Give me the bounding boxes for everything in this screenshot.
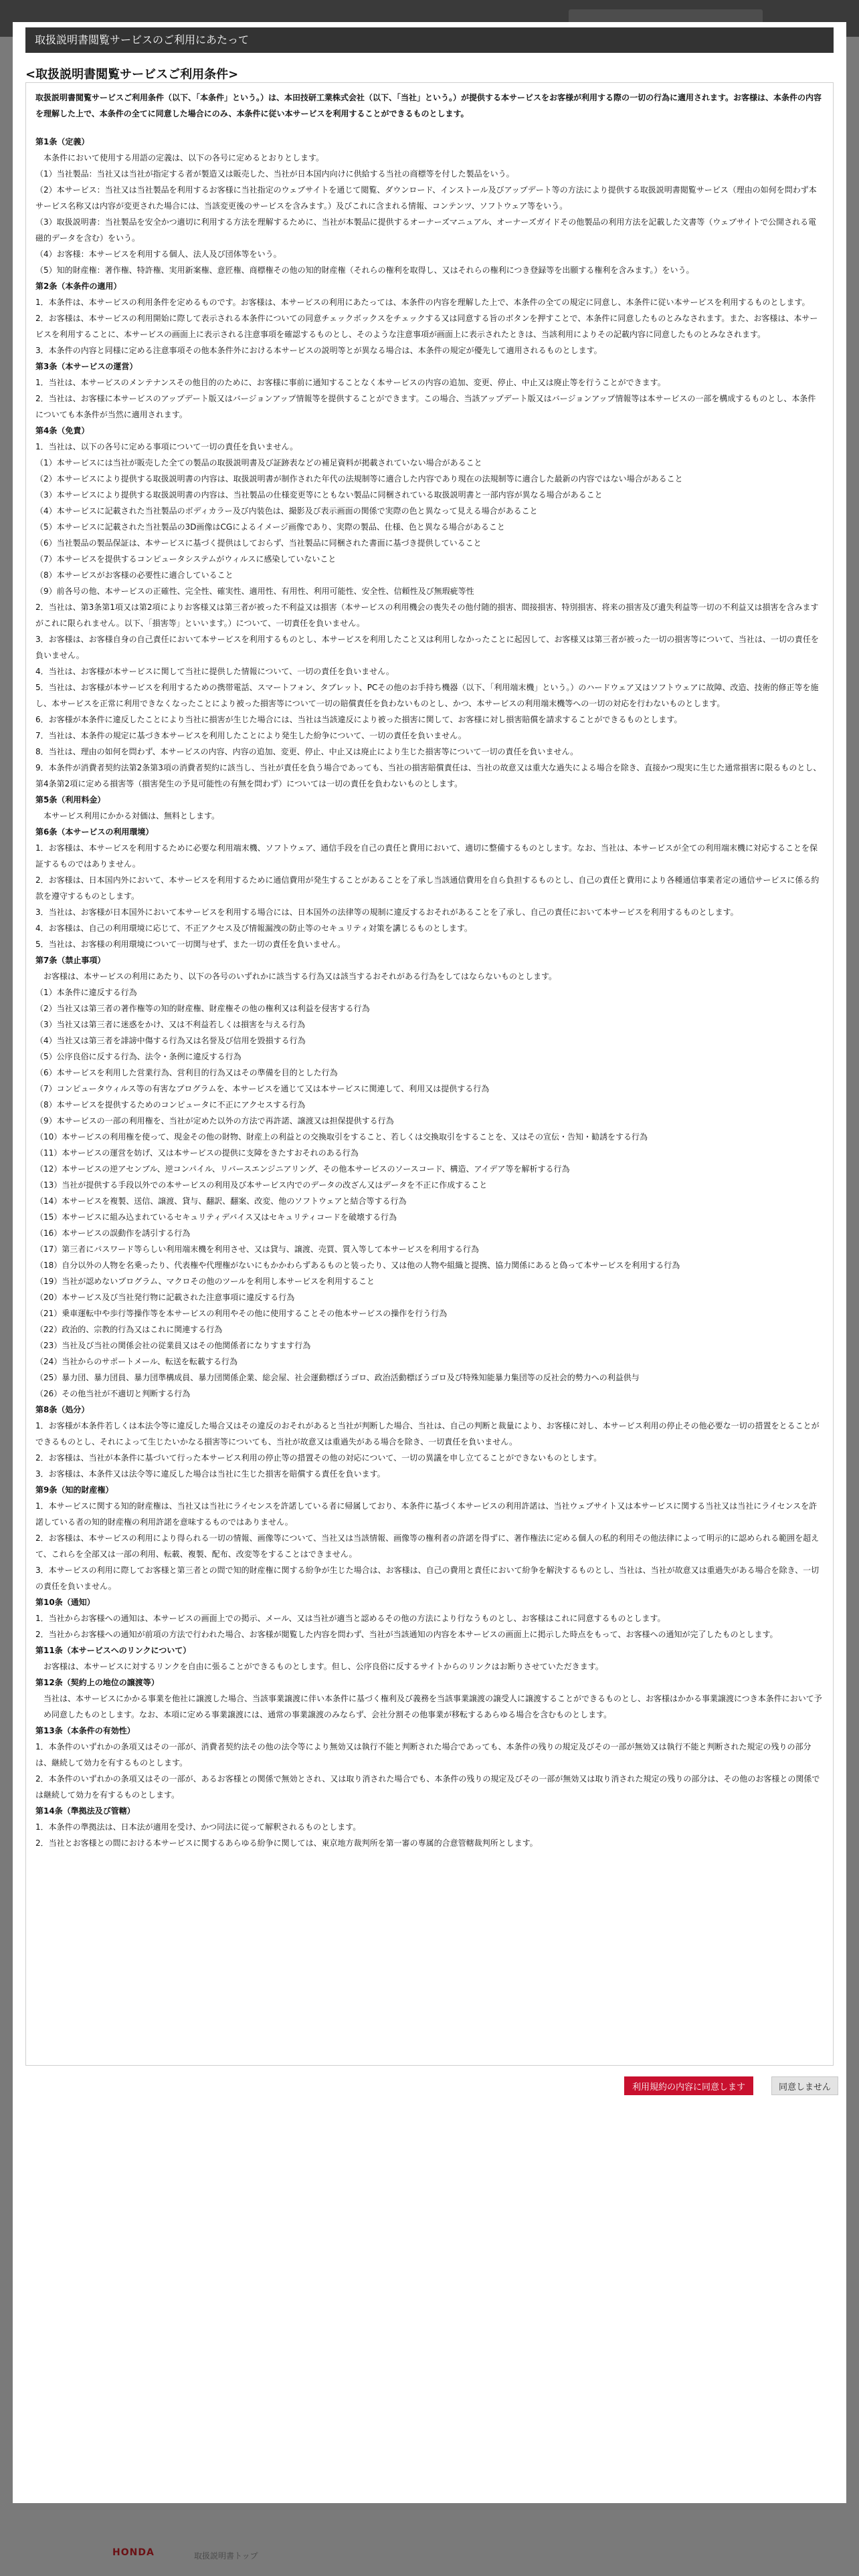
article-clause: （3）本サービスにより提供する取扱説明書の内容は、当社製品の仕様変更等にともない製品に同梱されている取扱説明書と一部内容が異なる場合があること [35,490,603,500]
terms-modal [13,22,846,2503]
article-heading: 第10条（通知） [35,1598,95,1607]
honda-logo[interactable]: HONDA [112,2547,155,2558]
article-clause: 5．当社は、お客様の利用環境について一切関与せず、また一切の責任を負いません。 [35,940,346,949]
site-footer [0,2538,859,2576]
article-clause: （1）当社製品：当社又は当社が指定する者が製造又は販売した、当社が日本国内向けに供給する当社の商標等を付した製品をいう。 [35,169,514,179]
article-clause: 8．当社は、理由の如何を問わず、本サービスの内容、内容の追加、変更、停止、中止又は廃止により生じた損害等について一切の責任を負いません。 [35,747,579,756]
article-clause: （10）本サービスの利用権を使って、現金その他の財物、財産上の利益との交換取引をすること、若しくは交換取引をすることを、又はその宣伝・告知・勧誘をする行為 [35,1132,648,1142]
manual-top-link[interactable]: 取扱説明書トップ [194,2551,258,2561]
article-clause: （18）自分以外の人物を名乗ったり、代表権や代理権がないにもかかわらずあるものと装ったり、又は他の人物や組織と提携、協力関係にあると偽って本サービスを利用する行為 [35,1261,680,1270]
article-clause: （8）本サービスがお客様の必要性に適合していること [35,570,233,580]
article-heading: 第11条（本サービスへのリンクについて） [35,1646,191,1655]
article-clause: （7）コンピュータウィルス等の有害なプログラムを、本サービスを通じて又は本サービスに関連して、利用又は提供する行為 [35,1084,490,1093]
article-clause: 2．当社は、第3条第1項又は第2項によりお客様又は第三者が被った不利益又は損害（本サービスの利用機会の喪失その他付随的損害、間接損害、特別損害、将来の損害及び遺失利益等一切の不利益又は損害を含みますがこれに限られません。以下、「損害等」といいます。）について、一切責任を負いません。 [35,603,819,628]
article-clause: （1）本条件に違反する行為 [35,988,137,997]
article-clause: （14）本サービスを複製、送信、譲渡、貸与、翻訳、翻案、改変、他のソフトウェアと結合等する行為 [35,1196,407,1206]
decline-button[interactable]: 同意しません [771,2076,838,2095]
article-heading: 第3条（本サービスの運営） [35,362,138,371]
article-heading: 第12条（契約上の地位の譲渡等） [35,1678,159,1687]
article-clause: 1．当社からお客様への通知は、本サービスの画面上での掲示、メール、又は当社が適当と認めるその他の方法により行なうものとし、お客様はこれに同意するものとします。 [35,1614,666,1623]
article-heading: 第4条（免責） [35,426,90,435]
article-clause: （6）当社製品の製品保証は、本サービスに基づく提供はしておらず、当社製品に同梱された書面に基づき提供していること [35,538,482,548]
article-clause: 3．お客様は、お客様自身の自己責任において本サービスを利用するものとし、本サービスを利用したこと又は利用しなかったことに起因して、お客様又は第三者が被った一切の損害等について、当社は、一切の責任を負いません。 [35,635,819,660]
article-clause: 本サービス利用にかかる対価は、無料とします。 [43,811,220,821]
article-clause: （3）取扱説明書：当社製品を安全かつ適切に利用する方法を理解するために、当社が本製品に提供するオーナーズマニュアル、オーナーズガイドその他製品の利用方法を記載した文書等（ウェブサイトで公開される電磁的データを含む）をいう。 [35,217,817,243]
article-clause: （9）前各号の他、本サービスの正確性、完全性、確実性、適用性、有用性、利用可能性、安全性、信頼性及び無瑕疵等性 [35,586,474,596]
article-clause: （13）当社が提供する手段以外での本サービスの利用及び本サービス内でのデータの改ざん又はデータを不正に作成すること [35,1180,488,1190]
terms-heading: <取扱説明書閲覧サービスご利用条件> [25,68,239,82]
article-clause: （1）本サービスには当社が販売した全ての製品の取扱説明書及び証跡表などの補足資料が掲載されていない場合があること [35,458,482,467]
article-clause: 2．当社からお客様への通知が前項の方法で行われた場合、お客様が閲覧した内容を問わず、当社が当該通知の内容を本サービスの画面上に掲示した時点をもって、お客様への通知が完了したものとします。 [35,1630,778,1639]
article-heading: 第6条（本サービスの利用環境） [35,827,154,837]
article-heading: 第1条（定義） [35,137,90,146]
article-clause: （15）本サービスに組み込まれているセキュリティデバイス又はセキュリティコードを破壊する行為 [35,1212,397,1222]
article-heading: 第2条（本条件の適用） [35,282,122,291]
article-heading: 第14条（準拠法及び管轄） [35,1806,135,1816]
article-clause: 本条件において使用する用語の定義は、以下の各号に定めるとおりとします。 [43,153,324,163]
article-heading: 第9条（知的財産権） [35,1485,114,1495]
article-clause: 3．本サービスの利用に際してお客様と第三者との間で知的財産権に関する紛争が生じた場合は、お客様は、自己の費用と責任において紛争を解決するものとし、当社は、当社が故意又は重過失がある場合を除き、一切の責任を負いません。 [35,1566,820,1591]
article-clause: 3．当社は、お客様が日本国外において本サービスを利用する場合には、日本国外の法律等の規制に違反するおそれがあることを了承し、自己の責任において本サービスを利用するものとします。 [35,907,739,917]
article-clause: 2．お客様は、本サービスの利用により得られる一切の情報、画像等について、当社又は当該情報、画像等の権利者の許諾を得ずに、著作権法に定める個人の私的利用その他法律によって明示的に認められる範囲を超えて、これらを全部又は一部の利用、転載、複製、配布、改変等をすることはできません。 [35,1533,820,1559]
article-clause: 1．当社は、本サービスのメンテナンスその他目的のために、お客様に事前に通知することなく本サービスの内容の追加、変更、停止、中止又は廃止等を行うことができます。 [35,378,666,387]
article-clause: 1．当社は、以下の各号に定める事項について一切の責任を負いません。 [35,442,298,451]
article-clause: （5）公序良俗に反する行為、法令・条例に違反する行為 [35,1052,242,1061]
article-clause: 2．お客様は、本サービスの利用開始に際して表示される本条件についての同意チェックボックスをチェックする又は同意する旨のボタンを押すことで、本条件に同意したものとみなされます。また、お客様は、本サービスを利用することに、本サービスの画面上に表示される注意事項を確認するものとし、そのような注意事項が画面上に表示されたときは、当該利用によりその記載内容に同意したものとみなされます。 [35,314,818,339]
article-clause: （4）当社又は第三者を誹謗中傷する行為又は名誉及び信用を毀損する行為 [35,1036,306,1045]
article-clause: 3．本条件の内容と同様に定める注意事項その他本条件外における本サービスの説明等とが異なる場合は、本条件の規定が優先して適用されるものとします。 [35,346,602,355]
article-clause: 当社は、本サービスにかかる事業を他社に譲渡した場合、当該事業譲渡に伴い本条件に基づく権利及び義務を当該事業譲渡の譲受人に譲渡することができるものとし、お客様はかかる事業譲渡につき本条件において予め同意したものとします。なお、本項に定める事業譲渡には、通常の事業譲渡のみならず、会社分割その他事業が移転するあらゆる場合を含むものとします。 [43,1694,822,1719]
article-clause: 2．お客様は、日本国内外において、本サービスを利用するために通信費用が発生することがあることを了承し当該通信費用を自ら負担するものとし、自己の責任と費用により各種通信事業者定の通信サービスに係る約款を遵守するものとします。 [35,875,820,901]
article-clause: （5）知的財産権：著作権、特許権、実用新案権、意匠権、商標権その他の知的財産権（それらの権利を取得し、又はそれらの権利につき登録等を出願する権利を含みます。）をいう。 [35,265,694,275]
article-heading: 第7条（禁止事項） [35,956,106,965]
article-clause: （24）当社からのサポートメール、転送を転載する行為 [35,1357,237,1366]
article-clause: 7．当社は、本条件の規定に基づき本サービスを利用したことにより発生した紛争について、一切の責任を負いません。 [35,731,466,740]
article-clause: 4．お客様は、自己の利用環境に応じて、不正アクセス及び情報漏洩の防止等のセキュリティ対策を講じるものとします。 [35,924,472,933]
article-clause: （19）当社が認めないプログラム、マクロその他のツールを利用し本サービスを利用すること [35,1277,375,1286]
article-clause: 1．本条件のいずれかの条項又はその一部が、消費者契約法その他の法令等により無効又は執行不能と判断された場合であっても、本条件の残りの規定及びその一部が無効又は執行不能と判断された規定の残りの部分は、継続して効力を有するものとします。 [35,1742,812,1767]
article-clause: （26）その他当社が不適切と判断する行為 [35,1389,191,1398]
article-clause: 1．本サービスに関する知的財産権は、当社又は当社にライセンスを許諾している者に帰属しており、本条件に基づく本サービスの利用許諾は、当社ウェブサイト又は本サービスに関する当社又は当社にライセンスを許諾している者の知的財産権の利用許諾を意味するものではありません。 [35,1501,818,1527]
article-clause: （4）お客様：本サービスを利用する個人、法人及び団体等をいう。 [35,249,282,259]
article-clause: （7）本サービスを提供するコンピュータシステムがウィルスに感染していないこと [35,554,337,564]
article-clause: 1．本条件は、本サービスの利用条件を定めるものです。お客様は、本サービスの利用にあたっては、本条件の内容を理解した上で、本条件の全ての規定に同意し、本条件に従い本サービスを利用するものとします。 [35,298,810,307]
article-heading: 第5条（利用料金） [35,795,106,804]
article-clause: （9）本サービスの一部の利用権を、当社が定めた以外の方法で再許諾、譲渡又は担保提供する行為 [35,1116,394,1125]
article-clause: 1．お客様は、本サービスを利用するために必要な利用端末機、ソフトウェア、通信手段を自己の責任と費用において、適切に整備するものとします。なお、当社は、本サービスが全ての利用端末機に対応することを保証するものではありません。 [35,843,818,869]
article-clause: （25）暴力団、暴力団員、暴力団準構成員、暴力団関係企業、総会屋、社会運動標ぼうゴロ、政治活動標ぼうゴロ及び特殊知能暴力集団等の反社会的勢力への利益供与 [35,1373,640,1382]
article-clause: 5．当社は、お客様が本サービスを利用するための携帯電話、スマートフォン、タブレット、PCその他のお手持ち機器（以下、「利用端末機」という。）のハードウェア又はソフトウェアに故障、改造、技術的修正等を施し、本サービスを正常に利用できなくなったことにより被った損害等について一切の賠償責任を負わないものとし、かつ、本サービスの利用端末機等への一切の対応を行わないものとします。 [35,683,819,708]
article-clause: （22）政治的、宗教的行為又はこれに関連する行為 [35,1325,223,1334]
article-clause: （23）当社及び当社の関係会社の従業員又はその他関係者になりすます行為 [35,1341,311,1350]
article-heading: 第13条（本条件の有効性） [35,1726,135,1735]
article-clause: （3）当社又は第三者に迷惑をかけ、又は不利益若しくは損害を与える行為 [35,1020,306,1029]
article-clause: 4．当社は、お客様が本サービスに関して当社に提供した情報について、一切の責任を負いません。 [35,667,394,676]
article-clause: （11）本サービスの運営を妨げ、又は本サービスの提供に支障をきたすおそれのある行為 [35,1148,359,1158]
article-clause: お客様は、本サービスに対するリンクを自由に張ることができるものとします。但し、公序良俗に反するサイトからのリンクはお断りさせていただきます。 [43,1662,603,1671]
article-clause: 2．当社は、お客様に本サービスのアップデート版又はバージョンアップ情報等を提供することができます。この場合、当該アップデート版又はバージョンアップ情報等は本サービスの一部を構成するものとし、本条件についても本条件が当然に適用されます。 [35,394,816,419]
article-clause: 9．本条件が消費者契約法第2条第3項の消費者契約に該当し、当社が責任を負う場合であっても、当社の損害賠償責任は、当社の故意又は重大な過失による場合を除き、直接かつ現実に生じた通常損害に限るものとし、第4条第2項に定める損害等（損害発生の予見可能性の有無を問わず）については一切の責任を負わないものとします。 [35,763,822,788]
terms-scroll-area[interactable] [25,82,834,2066]
article-clause: 2．当社とお客様との間における本サービスに関するあらゆる紛争に関しては、東京地方裁判所を第一審の専属的合意管轄裁判所とします。 [35,1838,538,1848]
article-heading: 第8条（処分） [35,1405,90,1414]
article-clause: （16）本サービスの誤動作を誘引する行為 [35,1228,191,1238]
article-clause: 2．本条件のいずれかの条項又はその一部が、あるお客様との関係で無効とされ、又は取り消された場合でも、本条件の残りの規定及びその一部が無効又は取り消された規定の残りの部分は、その他のお客様との関係では継続して効力を有するものとします。 [35,1774,820,1800]
article-clause: （4）本サービスに記載された当社製品のボディカラー及び内装色は、撮影及び表示画面の関係で実際の色と異なって見える場合があること [35,506,538,516]
agree-button[interactable]: 利用規約の内容に同意します [624,2076,753,2095]
article-clause: 6．お客様が本条件に違反したことにより当社に損害が生じた場合には、当社は当該違反により被った損害に関して、お客様に対し損害賠償を請求することができるものとします。 [35,715,682,724]
article-clause: （8）本サービスを提供するためのコンピュータに不正にアクセスする行為 [35,1100,306,1109]
article-clause: 3．お客様は、本条件又は法令等に違反した場合は当社に生じた損害を賠償する責任を負います。 [35,1469,385,1479]
article-clause: （20）本サービス及び当社発行物に記載された注意事項に違反する行為 [35,1293,295,1302]
article-clause: （12）本サービスの逆アセンブル、逆コンパイル、リバースエンジニアリング、その他本サービスのソースコード、構造、アイデア等を解析する行為 [35,1164,570,1174]
article-clause: 1．お客様が本条件若しくは本法令等に違反した場合又はその違反のおそれがあると当社が判断した場合、当社は、自己の判断と裁量により、お客様に対し、本サービス利用の停止その他必要な一切の措置をとることができるものとし、それによって生じたいかなる損害等についても、当社が故意又は重過失がある場合を除き、一切責任を負いません。 [35,1421,820,1446]
article-clause: （5）本サービスに記載された当社製品の3D画像はCGによるイメージ画像であり、実際の製品、仕様、色と異なる場合があること [35,522,505,532]
article-clause: 1．本条件の準拠法は、日本法が適用を受け、かつ同法に従って解釈されるものとします。 [35,1822,361,1832]
article-clause: （2）本サービスにより提供する取扱説明書の内容は、取扱説明書が制作された年代の法規制等に適合した内容であり現在の法規制等に適合した最新の内容ではない場合があること [35,474,683,484]
article-clause: （21）乗車運転中や歩行等操作等を本サービスの利用やその他に使用することその他本サービスの操作を行う行為 [35,1309,448,1318]
modal-title: 取扱説明書閲覧サービスのご利用にあたって [25,27,834,53]
article-clause: お客様は、本サービスの利用にあたり、以下の各号のいずれかに該当する行為又は該当するおそれがある行為をしてはならないものとします。 [43,972,557,981]
article-clause: （17）第三者にパスワード等らしい利用端末機を利用させ、又は貸与、譲渡、売買、質入等して本サービスを利用する行為 [35,1245,479,1254]
article-clause: 2．お客様は、当社が本条件に基づいて行った本サービス利用の停止等の措置その他の対応について、一切の異議を申し立てることができないものとします。 [35,1453,602,1463]
terms-intro: 取扱説明書閲覧サービスご利用条件（以下、「本条件」という。）は、本田技研工業株式会社（以下、「当社」という。）が提供する本サービスをお客様が利用する際の一切の行為に適用されます。お客様は、本条件の内容を理解した上で、本条件の全てに同意した場合にのみ、本条件に従い本サービスを利用することができるものとします。 [35,93,822,118]
article-clause: （6）本サービスを利用した営業行為、営利目的行為又はその準備を目的とした行為 [35,1068,338,1077]
article-clause: （2）当社又は第三者の著作権等の知的財産権、財産権その他の権利又は利益を侵害する行為 [35,1004,370,1013]
article-clause: （2）本サービス：当社又は当社製品を利用するお客様に当社指定のウェブサイトを通じて閲覧、ダウンロード、インストール及びアップデート等の方法により提供する取扱説明書閲覧サービス（理由の如何を問わず本サービス名称又は内容が変更された場合には、当該変更後のサービスを含みます。）及びこれに含まれる情報、コンテンツ、ソフトウェア等をいう。 [35,185,817,211]
